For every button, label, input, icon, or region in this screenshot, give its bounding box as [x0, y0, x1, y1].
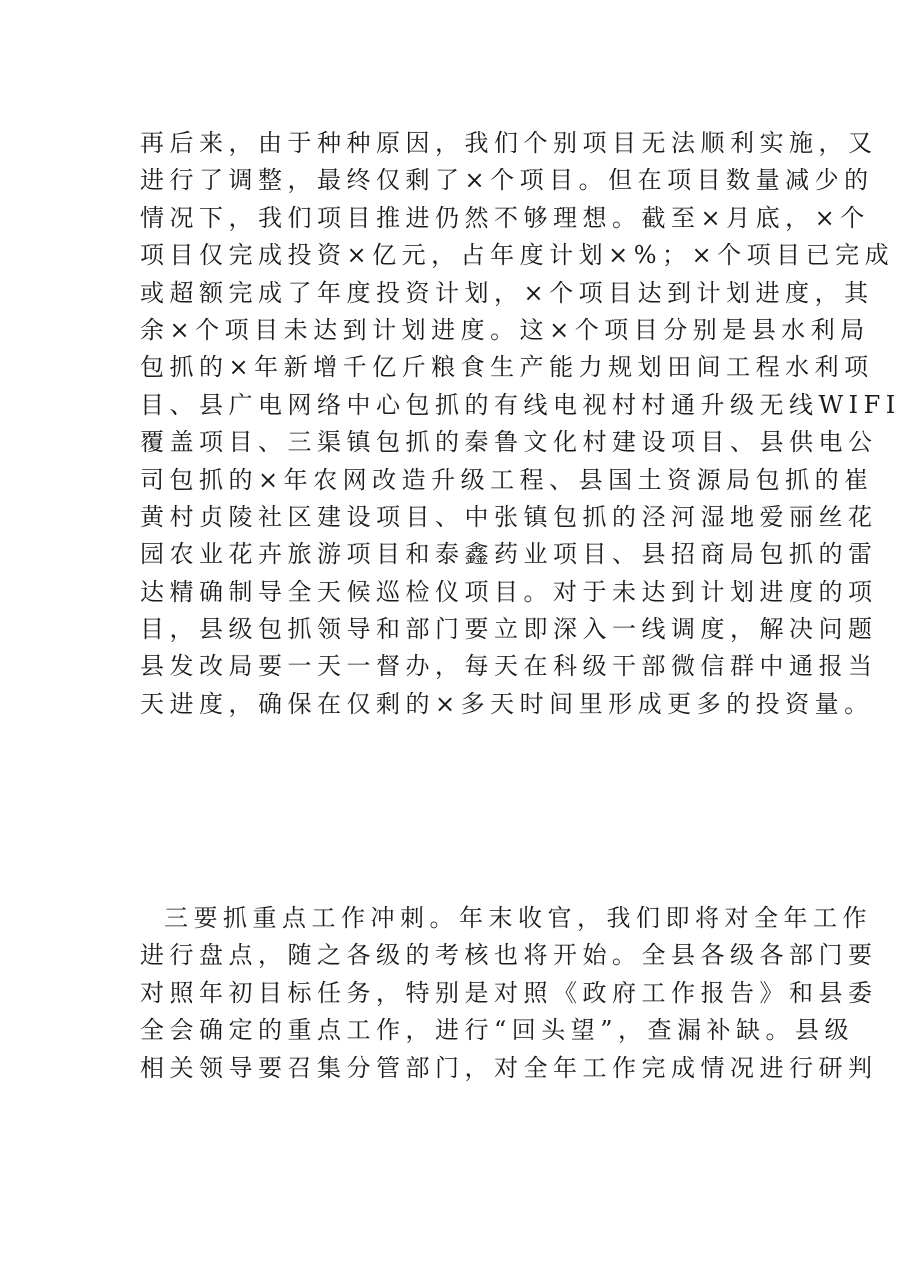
paragraph-1 [140, 125, 901, 723]
paragraph-2 [140, 900, 878, 1087]
text-line: 达精确制导全天候巡检仪项目。对于未达到计划进度的项 [140, 577, 878, 606]
text-line: 对照年初目标任务，特别是对照《政府工作报告》和县委 [140, 978, 878, 1007]
text-line: 余×个项目未达到计划进度。这×个项目分别是县水利局 [140, 315, 870, 344]
text-line: 目、县广电网络中心包抓的有线电视村村通升级无线WIFI [140, 390, 901, 419]
text-line: 再后来，由于种种原因，我们个别项目无法顺利实施，又 [140, 129, 878, 157]
text-line: 全会确定的重点工作，进行“回头望”，查漏补缺。县级 [140, 1016, 855, 1045]
text-line: 进行盘点，随之各级的考核也将开始。全县各级各部门要 [140, 941, 878, 970]
text-line: 情况下，我们项目推进仍然不够理想。截至×月底，×个 [140, 203, 870, 232]
text-line: 进行了调整，最终仅剩了×个项目。但在项目数量减少的 [140, 166, 874, 195]
text-line: 县发改局要一天一督办，每天在科级干部微信群中通报当 [140, 652, 878, 681]
text-line: 覆盖项目、三渠镇包抓的秦鲁文化村建设项目、县供电公 [140, 428, 878, 457]
text-line: 司包抓的×年农网改造升级工程、县国土资源局包抓的崔 [140, 465, 874, 494]
text-line: 目，县级包抓领导和部门要立即深入一线调度，解决问题 [140, 615, 878, 644]
text-line: 或超额完成了年度投资计划，×个项目达到计划进度，其 [140, 278, 874, 307]
text-line: 项目仅完成投资×亿元，占年度计划×%；×个项目已完成 [140, 241, 895, 270]
text-line: 相关领导要召集分管部门，对全年工作完成情况进行研判 [140, 1053, 878, 1082]
text-line: 天进度，确保在仅剩的×多天时间里形成更多的投资量。 [140, 689, 874, 718]
text-line: 园农业花卉旅游项目和泰鑫药业项目、县招商局包抓的雷 [140, 540, 878, 569]
text-line: 黄村贞陵社区建设项目、中张镇包抓的泾河湿地爱丽丝花 [140, 502, 878, 531]
text-line: 包抓的×年新增千亿斤粮食生产能力规划田间工程水利项 [140, 353, 874, 382]
text-line: 三要抓重点工作冲刺。年末收官，我们即将对全年工作 [164, 904, 872, 932]
